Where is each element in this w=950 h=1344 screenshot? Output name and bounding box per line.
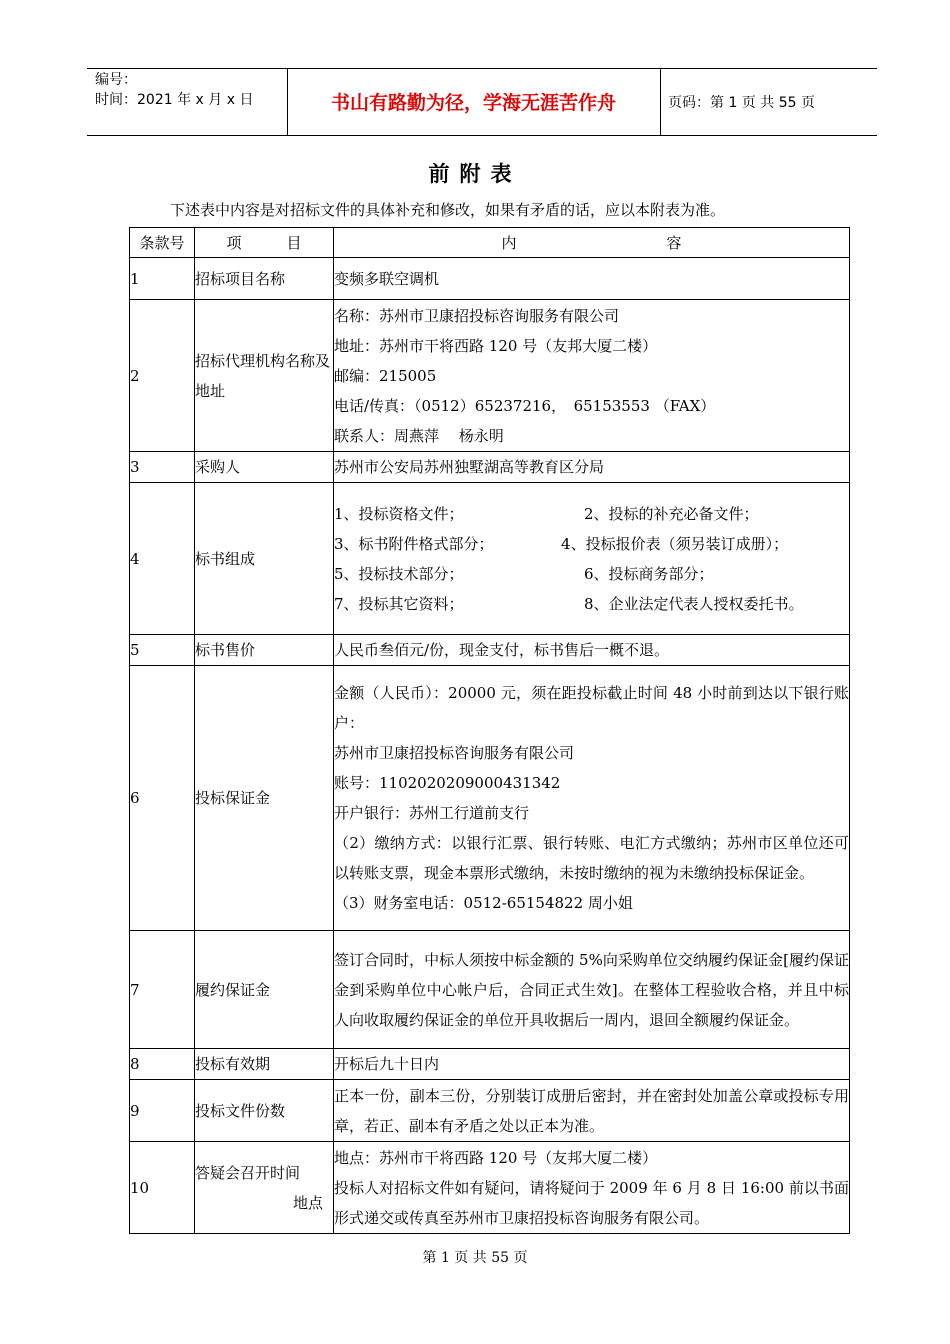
clause-number: 3 (130, 452, 195, 483)
clause-number: 1 (130, 258, 195, 300)
content-cell (334, 931, 850, 1049)
clause-number: 9 (130, 1080, 195, 1142)
content-line: 2、投标的补充必备文件； (584, 504, 759, 523)
table-row (130, 300, 850, 452)
content-line: 5、投标技术部分； (334, 564, 464, 583)
content-line: 开标后九十日内 (334, 1055, 440, 1073)
table-row (130, 1049, 850, 1080)
content-line: 3、标书附件格式部分； 4、投标报价表（须另装订成册）； (334, 534, 789, 553)
item-name-line: 答疑会召开时间 (195, 1163, 301, 1182)
header-bottom-rule (87, 135, 877, 136)
table-row (130, 1142, 850, 1234)
content-line: （3）财务室电话：0512-65154822 周小姐 (334, 894, 633, 912)
table-row (130, 1080, 850, 1142)
content-line: 苏州市卫康招投标咨询服务有限公司 (334, 744, 575, 762)
table-row (130, 931, 850, 1049)
clause-number: 5 (130, 635, 195, 666)
header-motto: 书山有路勤为径，学海无涯苦作舟 (330, 92, 616, 114)
content-line: 地点：苏州市干将西路 120 号（友邦大厦二楼） (334, 1148, 658, 1167)
header-time-label: 时间：2021 年 x 月 x 日 (95, 92, 254, 108)
intro-text: 下述表中内容是对招标文件的具体补充和修改，如果有矛盾的话，应以本附表为准。 (170, 201, 726, 219)
appendix-table (129, 227, 850, 1234)
content-cell (334, 666, 850, 931)
page-footer: 第 1 页 共 55 页 (422, 1250, 528, 1266)
content-cell (334, 1049, 850, 1080)
clause-number: 4 (130, 483, 195, 635)
clause-number: 10 (130, 1142, 195, 1234)
page-title: 前附表 (428, 162, 522, 186)
content-line: 联系人：周燕萍 杨永明 (334, 426, 504, 445)
item-name: 标书组成 (195, 483, 334, 635)
content-line: 投标人对招标文件如有疑问，请将疑问于 2009 年 6 月 8 日 16:00 前以书面形式递交或传真至苏州市卫康招投标咨询服务有限公司。 (334, 1178, 849, 1227)
content-line: 人民币叁佰元/份，现金支付，标书售后一概不退。 (334, 641, 670, 659)
table-row (130, 635, 850, 666)
table-row (130, 452, 850, 483)
table-header-row (130, 228, 850, 258)
clause-number: 7 (130, 931, 195, 1049)
content-line: 8、企业法定代表人授权委托书。 (584, 594, 804, 613)
content-line: 账号：1102020209000431342 (334, 774, 561, 792)
table-row (130, 483, 850, 635)
content-cell (334, 635, 850, 666)
content-cell (334, 1080, 850, 1142)
header-meta (95, 70, 253, 110)
header-divider (660, 68, 661, 135)
table-row (130, 666, 850, 931)
content-cell (334, 452, 850, 483)
item-name: 招标代理机构名称及地址 (195, 300, 334, 452)
content-line: 地址：苏州市干将西路 120 号（友邦大厦二楼） (334, 336, 658, 355)
content-cell (334, 483, 850, 635)
content-line: 开户银行：苏州工行道前支行 (334, 804, 530, 822)
header-page-label: 页码：第 1 页 共 55 页 (668, 95, 815, 111)
content-line: 邮编：215005 (334, 366, 437, 385)
header-number-label: 编号： (95, 72, 137, 88)
content-line: 签订合同时，中标人须按中标金额的 5%向采购单位交纳履约保证金[履约保证金到采购单位中心帐户后，合同正式生效]。在整体工程验收合格，并且中标人向收取履约保证金的单位开具收据后一周内，退回全额履约保证金。 (334, 950, 849, 1029)
content-line: 7、投标其它资料； (334, 594, 464, 613)
content-cell (334, 258, 850, 300)
clause-number: 8 (130, 1049, 195, 1080)
clause-number: 6 (130, 666, 195, 931)
item-name: 采购人 (195, 452, 334, 483)
content-line: 名称：苏州市卫康招投标咨询服务有限公司 (334, 306, 620, 325)
content-line: 变频多联空调机 (334, 269, 440, 288)
content-cell (334, 1142, 850, 1234)
item-name: 招标项目名称 (195, 258, 334, 300)
item-name: 投标保证金 (195, 666, 334, 931)
content-line: 金额（人民币）：20000 元，须在距投标截止时间 48 小时前到达以下银行账户： (334, 684, 849, 732)
clause-number: 2 (130, 300, 195, 452)
item-name: 投标文件份数 (195, 1080, 334, 1142)
col-header-item: 项 目 (195, 228, 334, 258)
table-row (130, 258, 850, 300)
item-name: 标书售价 (195, 635, 334, 666)
content-cell (334, 300, 850, 452)
col-header-clause: 条款号 (130, 228, 195, 258)
item-name: 履约保证金 (195, 931, 334, 1049)
item-name-line: 地点 (292, 1193, 323, 1212)
content-line: （2）缴纳方式：以银行汇票、银行转账、电汇方式缴纳；苏州市区单位还可以转账支票，现金本票形式缴纳，未按时缴纳的视为未缴纳投标保证金。 (334, 834, 849, 882)
header-top-rule (87, 68, 877, 69)
item-name (195, 1142, 334, 1234)
content-line: 苏州市公安局苏州独墅湖高等教育区分局 (334, 458, 605, 476)
content-line: 1、投标资格文件； (334, 504, 464, 523)
item-name: 投标有效期 (195, 1049, 334, 1080)
content-line: 正本一份，副本三份，分别装订成册后密封，并在密封处加盖公章或投标专用章，若正、副本有矛盾之处以正本为准。 (334, 1086, 849, 1135)
col-header-content: 内 容 (334, 228, 850, 258)
content-line: 6、投标商务部分； (584, 564, 714, 583)
content-line: 电话/传真：（0512）65237216， 65153553 （FAX） (334, 396, 716, 415)
